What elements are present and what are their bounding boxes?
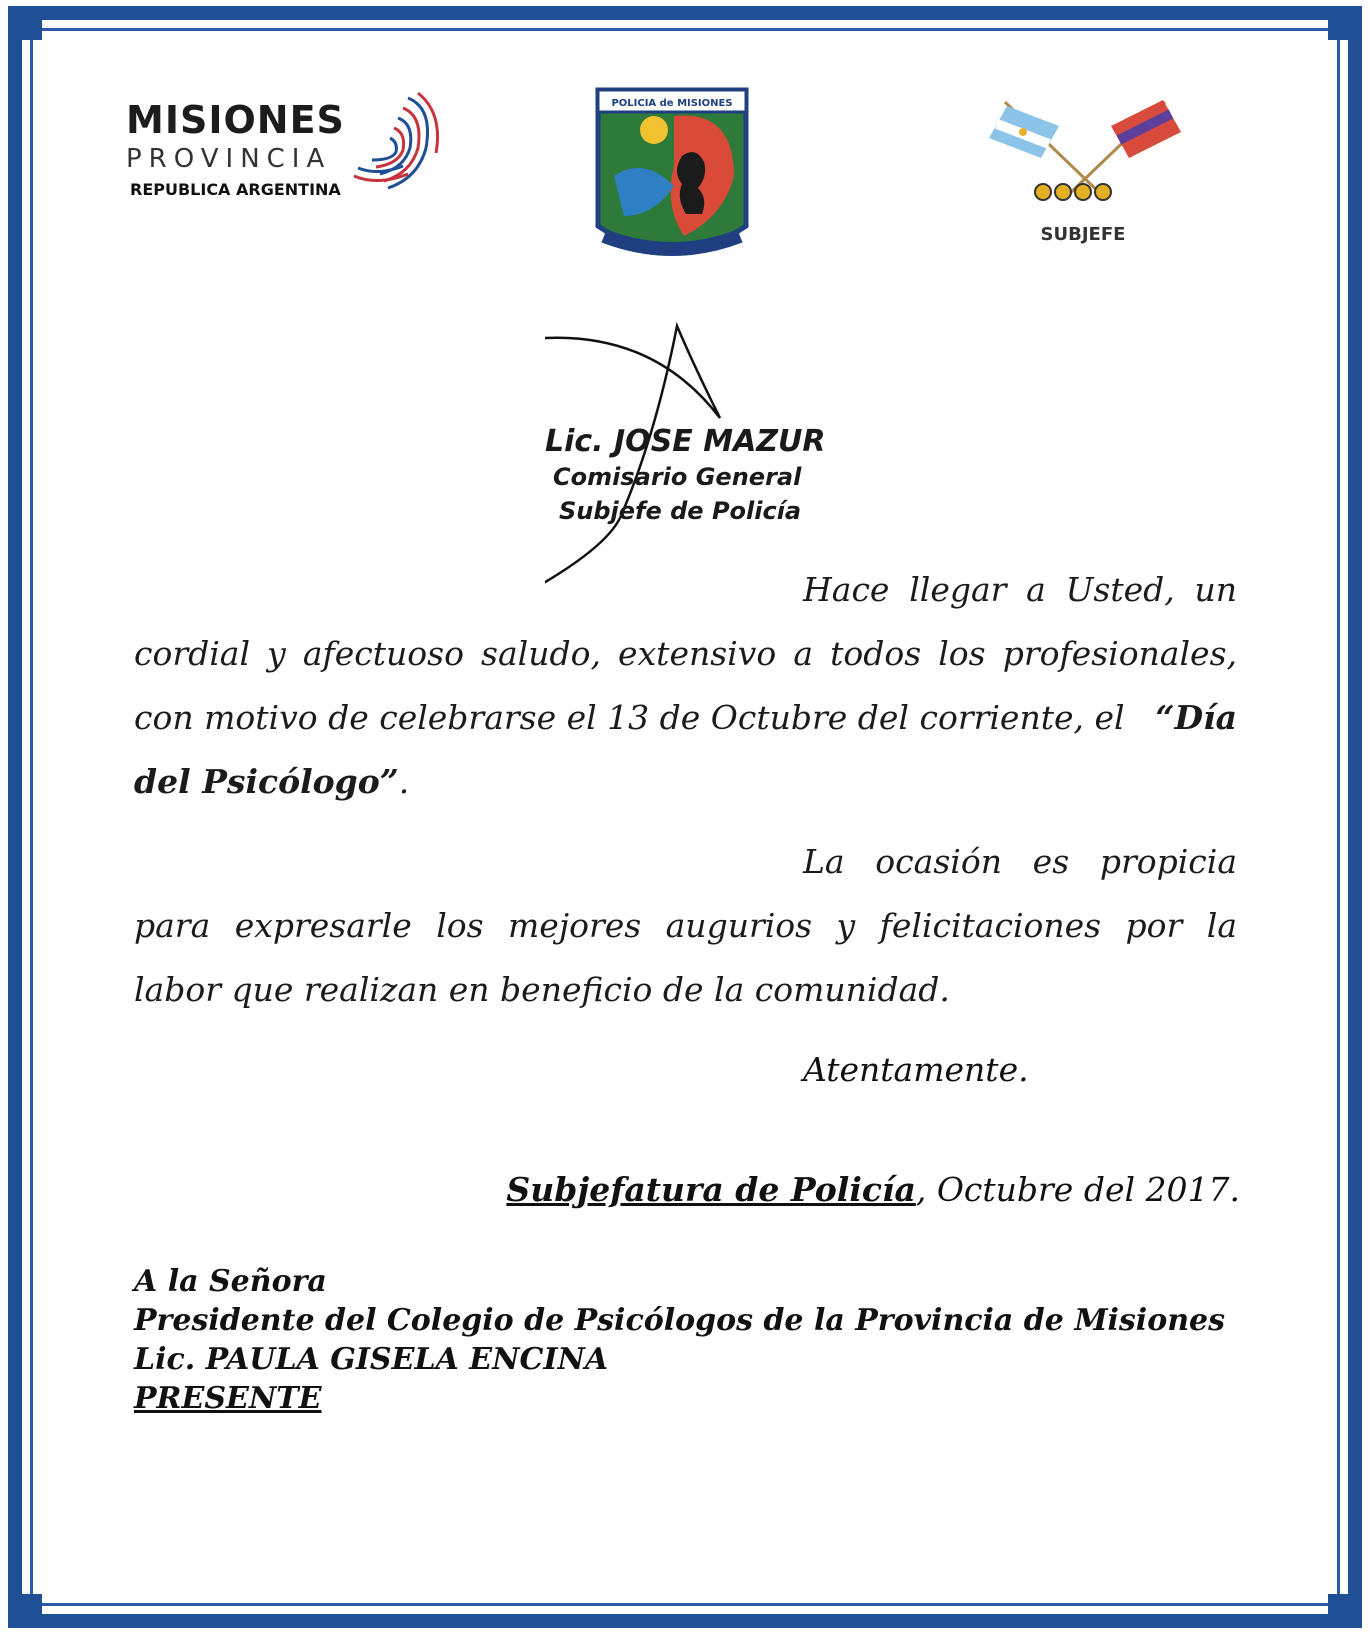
paragraph-1-line-3-text: con motivo de celebrarse el 13 de Octubre del corriente, el <box>134 698 1125 737</box>
police-shield-emblem <box>594 86 750 276</box>
crossed-flags-icon <box>985 88 1185 218</box>
paragraph-2-line-2: para expresarle los mejores augurios y felicitaciones por la <box>134 906 1237 945</box>
corner-ornament <box>8 6 42 40</box>
corner-ornament <box>8 1594 42 1628</box>
paragraph-2-line-1: La ocasión es propicia <box>803 842 1237 881</box>
celebration-name-part-2: del Psicólogo” <box>134 762 399 801</box>
corner-ornament <box>1328 1594 1362 1628</box>
addressee-title: Presidente del Colegio de Psicólogos de la Provincia de Misiones <box>134 1303 1226 1338</box>
place-and-date <box>506 1170 1240 1209</box>
sender-block <box>545 424 826 525</box>
corner-ornament <box>1328 6 1362 40</box>
addressee-salutation: A la Señora <box>134 1264 327 1299</box>
sender-rank: Comisario General <box>553 463 802 491</box>
paragraph-1-line-2: cordial y afectuoso saludo, extensivo a todos los profesionales, <box>134 634 1237 673</box>
emblem-text: POLICIA de MISIONES <box>611 98 733 109</box>
logo-subtitle: PROVINCIA <box>126 144 332 174</box>
addressee-presente: PRESENTE <box>134 1381 322 1416</box>
celebration-name-part-1: “Día <box>1155 698 1237 737</box>
logo-country: REPUBLICA ARGENTINA <box>130 180 341 199</box>
paragraph-1-line-3 <box>134 698 1237 737</box>
sentence-end: . <box>398 762 410 801</box>
subjefe-rank-badge <box>985 88 1185 248</box>
fingerprint-icon <box>348 88 448 198</box>
paragraph-2-line-3: labor que realizan en beneficio de la comunidad. <box>134 970 950 1009</box>
addressee-name: Lic. PAULA GISELA ENCINA <box>134 1342 609 1377</box>
letter-date: , Octubre del 2017. <box>915 1170 1240 1209</box>
misiones-province-logo <box>126 92 446 212</box>
sender-position: Subjefe de Policía <box>559 497 802 525</box>
addressee-block <box>134 1262 1225 1418</box>
issuing-office: Subjefatura de Policía <box>506 1170 916 1209</box>
closing-salutation: Atentamente. <box>803 1050 1029 1089</box>
badge-label: SUBJEFE <box>1040 224 1126 245</box>
paragraph-1-line-4 <box>134 762 409 801</box>
paragraph-1-line-1: Hace llegar a Usted, un <box>803 570 1237 609</box>
sender-name: Lic. JOSE MAZUR <box>545 424 826 459</box>
logo-title: MISIONES <box>126 98 345 142</box>
